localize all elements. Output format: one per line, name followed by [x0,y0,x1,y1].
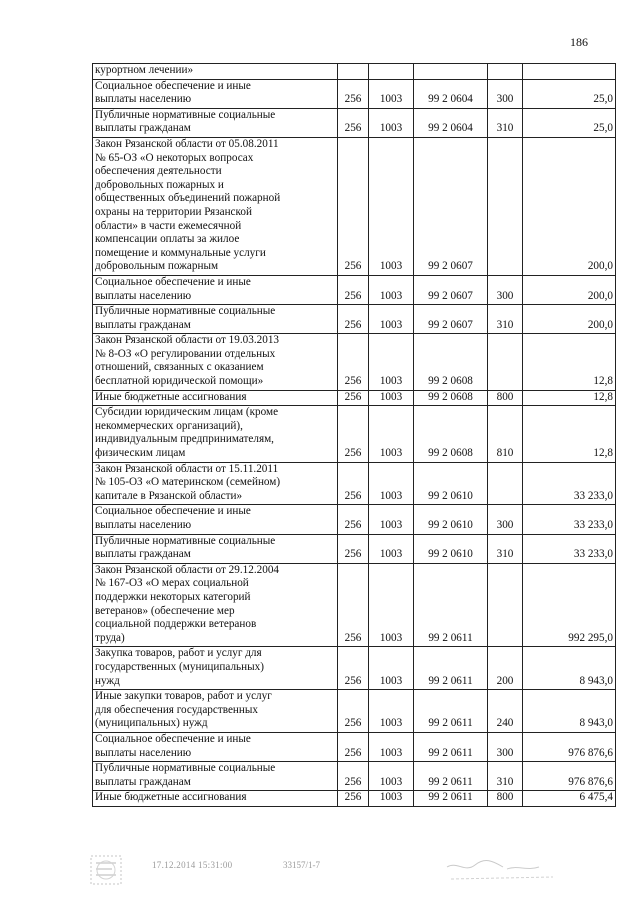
row-sum-cell: 12,8 [523,406,616,462]
table-row [93,534,616,563]
row-name-cell: Социальное обеспечение и иные выплаты населению [93,79,338,108]
row-sum-cell: 25,0 [523,79,616,108]
budget-table [92,63,616,807]
row-article-code-cell: 99 2 0608 [414,334,488,390]
table-row [93,108,616,137]
row-admin-code-cell: 256 [338,563,369,647]
row-sum-cell: 976 876,6 [523,762,616,791]
row-expense-type-cell: 200 [488,647,523,690]
row-section-code-cell: 1003 [369,647,414,690]
row-article-code-cell: 99 2 0611 [414,647,488,690]
row-admin-code-cell: 256 [338,534,369,563]
row-sum-cell: 33 233,0 [523,505,616,534]
row-section-code-cell: 1003 [369,563,414,647]
row-expense-type-cell [488,563,523,647]
row-admin-code-cell [338,64,369,80]
row-expense-type-cell: 800 [488,791,523,807]
row-article-code-cell: 99 2 0607 [414,137,488,275]
row-name-cell: Закон Рязанской области от 29.12.2004 № 167-ОЗ «О мерах социальной поддержки некоторых категорий ветеранов» (обеспечение мер социальной поддержки ветеранов труда) [93,563,338,647]
row-section-code-cell: 1003 [369,137,414,275]
table-row [93,137,616,275]
row-article-code-cell: 99 2 0611 [414,762,488,791]
row-admin-code-cell: 256 [338,390,369,406]
row-name-cell: Публичные нормативные социальные выплаты гражданам [93,108,338,137]
page-number: 186 [570,35,588,49]
signature-mark-icon [443,855,563,885]
row-section-code-cell [369,64,414,80]
row-section-code-cell: 1003 [369,275,414,304]
row-admin-code-cell: 256 [338,732,369,761]
row-name-cell: Социальное обеспечение и иные выплаты населению [93,732,338,761]
row-section-code-cell: 1003 [369,334,414,390]
row-admin-code-cell: 256 [338,305,369,334]
row-expense-type-cell: 300 [488,505,523,534]
table-row [93,79,616,108]
row-article-code-cell: 99 2 0608 [414,406,488,462]
row-name-cell: Иные бюджетные ассигнования [93,791,338,807]
row-section-code-cell: 1003 [369,732,414,761]
row-admin-code-cell: 256 [338,108,369,137]
row-section-code-cell: 1003 [369,505,414,534]
row-name-cell: Закупка товаров, работ и услуг для государственных (муниципальных) нужд [93,647,338,690]
table-row [93,334,616,390]
row-admin-code-cell: 256 [338,334,369,390]
row-name-cell: Закон Рязанской области от 05.08.2011 № 65-ОЗ «О некоторых вопросах обеспечения деятельности добровольных пожарных и общественных объединений пожарной охраны на территории Рязанской области» в части ежемесячной компенсации оплаты за жилое помещение и коммунальные услуги добровольным пожарным [93,137,338,275]
row-expense-type-cell: 800 [488,390,523,406]
row-expense-type-cell: 310 [488,762,523,791]
row-name-cell: Публичные нормативные социальные выплаты гражданам [93,762,338,791]
row-section-code-cell: 1003 [369,762,414,791]
row-expense-type-cell: 310 [488,108,523,137]
row-name-cell: Иные бюджетные ассигнования [93,390,338,406]
row-expense-type-cell: 300 [488,732,523,761]
table-row [93,563,616,647]
table-row [93,275,616,304]
row-sum-cell: 33 233,0 [523,534,616,563]
table-row [93,406,616,462]
row-article-code-cell: 99 2 0610 [414,534,488,563]
row-sum-cell: 992 295,0 [523,563,616,647]
row-name-cell: Публичные нормативные социальные выплаты гражданам [93,305,338,334]
table-row [93,791,616,807]
row-expense-type-cell: 810 [488,406,523,462]
table-row [93,690,616,733]
row-expense-type-cell [488,334,523,390]
page-footer [88,853,588,893]
row-sum-cell: 8 943,0 [523,647,616,690]
row-article-code-cell: 99 2 0611 [414,791,488,807]
row-section-code-cell: 1003 [369,79,414,108]
row-section-code-cell: 1003 [369,406,414,462]
row-article-code-cell: 99 2 0604 [414,108,488,137]
row-admin-code-cell: 256 [338,791,369,807]
registration-code: 33157/1-7 [283,860,320,870]
row-article-code-cell: 99 2 0611 [414,690,488,733]
row-expense-type-cell [488,137,523,275]
table-row [93,732,616,761]
row-expense-type-cell: 300 [488,275,523,304]
table-row [93,462,616,505]
row-article-code-cell: 99 2 0610 [414,505,488,534]
row-article-code-cell: 99 2 0607 [414,305,488,334]
row-article-code-cell: 99 2 0611 [414,563,488,647]
row-expense-type-cell: 310 [488,534,523,563]
row-name-cell: Закон Рязанской области от 19.03.2013 № 8-ОЗ «О регулировании отдельных отношений, связанных с оказанием бесплатной юридической помощи» [93,334,338,390]
row-sum-cell: 12,8 [523,334,616,390]
row-section-code-cell: 1003 [369,791,414,807]
row-admin-code-cell: 256 [338,690,369,733]
row-section-code-cell: 1003 [369,462,414,505]
row-sum-cell: 8 943,0 [523,690,616,733]
row-expense-type-cell [488,64,523,80]
row-article-code-cell: 99 2 0604 [414,79,488,108]
row-name-cell: Социальное обеспечение и иные выплаты населению [93,505,338,534]
row-sum-cell: 200,0 [523,275,616,304]
row-article-code-cell [414,64,488,80]
row-name-cell: Закон Рязанской области от 15.11.2011 № 105-ОЗ «О материнском (семейном) капитале в Рязанской области» [93,462,338,505]
registration-seal-icon [88,853,124,887]
row-admin-code-cell: 256 [338,462,369,505]
row-name-cell: Субсидии юридическим лицам (кроме некоммерческих организаций), индивидуальным предпринимателям, физическим лицам [93,406,338,462]
row-sum-cell: 6 475,4 [523,791,616,807]
row-sum-cell: 25,0 [523,108,616,137]
row-article-code-cell: 99 2 0610 [414,462,488,505]
table-row [93,647,616,690]
table-row [93,305,616,334]
row-admin-code-cell: 256 [338,275,369,304]
row-admin-code-cell: 256 [338,137,369,275]
table-row [93,390,616,406]
row-section-code-cell: 1003 [369,534,414,563]
row-section-code-cell: 1003 [369,390,414,406]
row-name-cell: Иные закупки товаров, работ и услуг для обеспечения государственных (муниципальных) нужд [93,690,338,733]
row-name-cell: Публичные нормативные социальные выплаты гражданам [93,534,338,563]
row-article-code-cell: 99 2 0607 [414,275,488,304]
row-section-code-cell: 1003 [369,108,414,137]
row-expense-type-cell: 310 [488,305,523,334]
row-article-code-cell: 99 2 0608 [414,390,488,406]
registration-timestamp: 17.12.2014 15:31:00 [152,860,233,870]
row-admin-code-cell: 256 [338,505,369,534]
row-expense-type-cell: 300 [488,79,523,108]
row-sum-cell: 200,0 [523,137,616,275]
row-section-code-cell: 1003 [369,690,414,733]
budget-table-body [93,64,616,807]
row-admin-code-cell: 256 [338,762,369,791]
row-sum-cell: 12,8 [523,390,616,406]
row-name-cell: Социальное обеспечение и иные выплаты населению [93,275,338,304]
row-article-code-cell: 99 2 0611 [414,732,488,761]
row-sum-cell: 200,0 [523,305,616,334]
row-expense-type-cell: 240 [488,690,523,733]
row-sum-cell: 33 233,0 [523,462,616,505]
table-row [93,505,616,534]
row-admin-code-cell: 256 [338,647,369,690]
row-name-cell: курортном лечении» [93,64,338,80]
row-admin-code-cell: 256 [338,79,369,108]
table-row [93,64,616,80]
row-sum-cell [523,64,616,80]
row-sum-cell: 976 876,6 [523,732,616,761]
row-section-code-cell: 1003 [369,305,414,334]
row-admin-code-cell: 256 [338,406,369,462]
table-row [93,762,616,791]
row-expense-type-cell [488,462,523,505]
